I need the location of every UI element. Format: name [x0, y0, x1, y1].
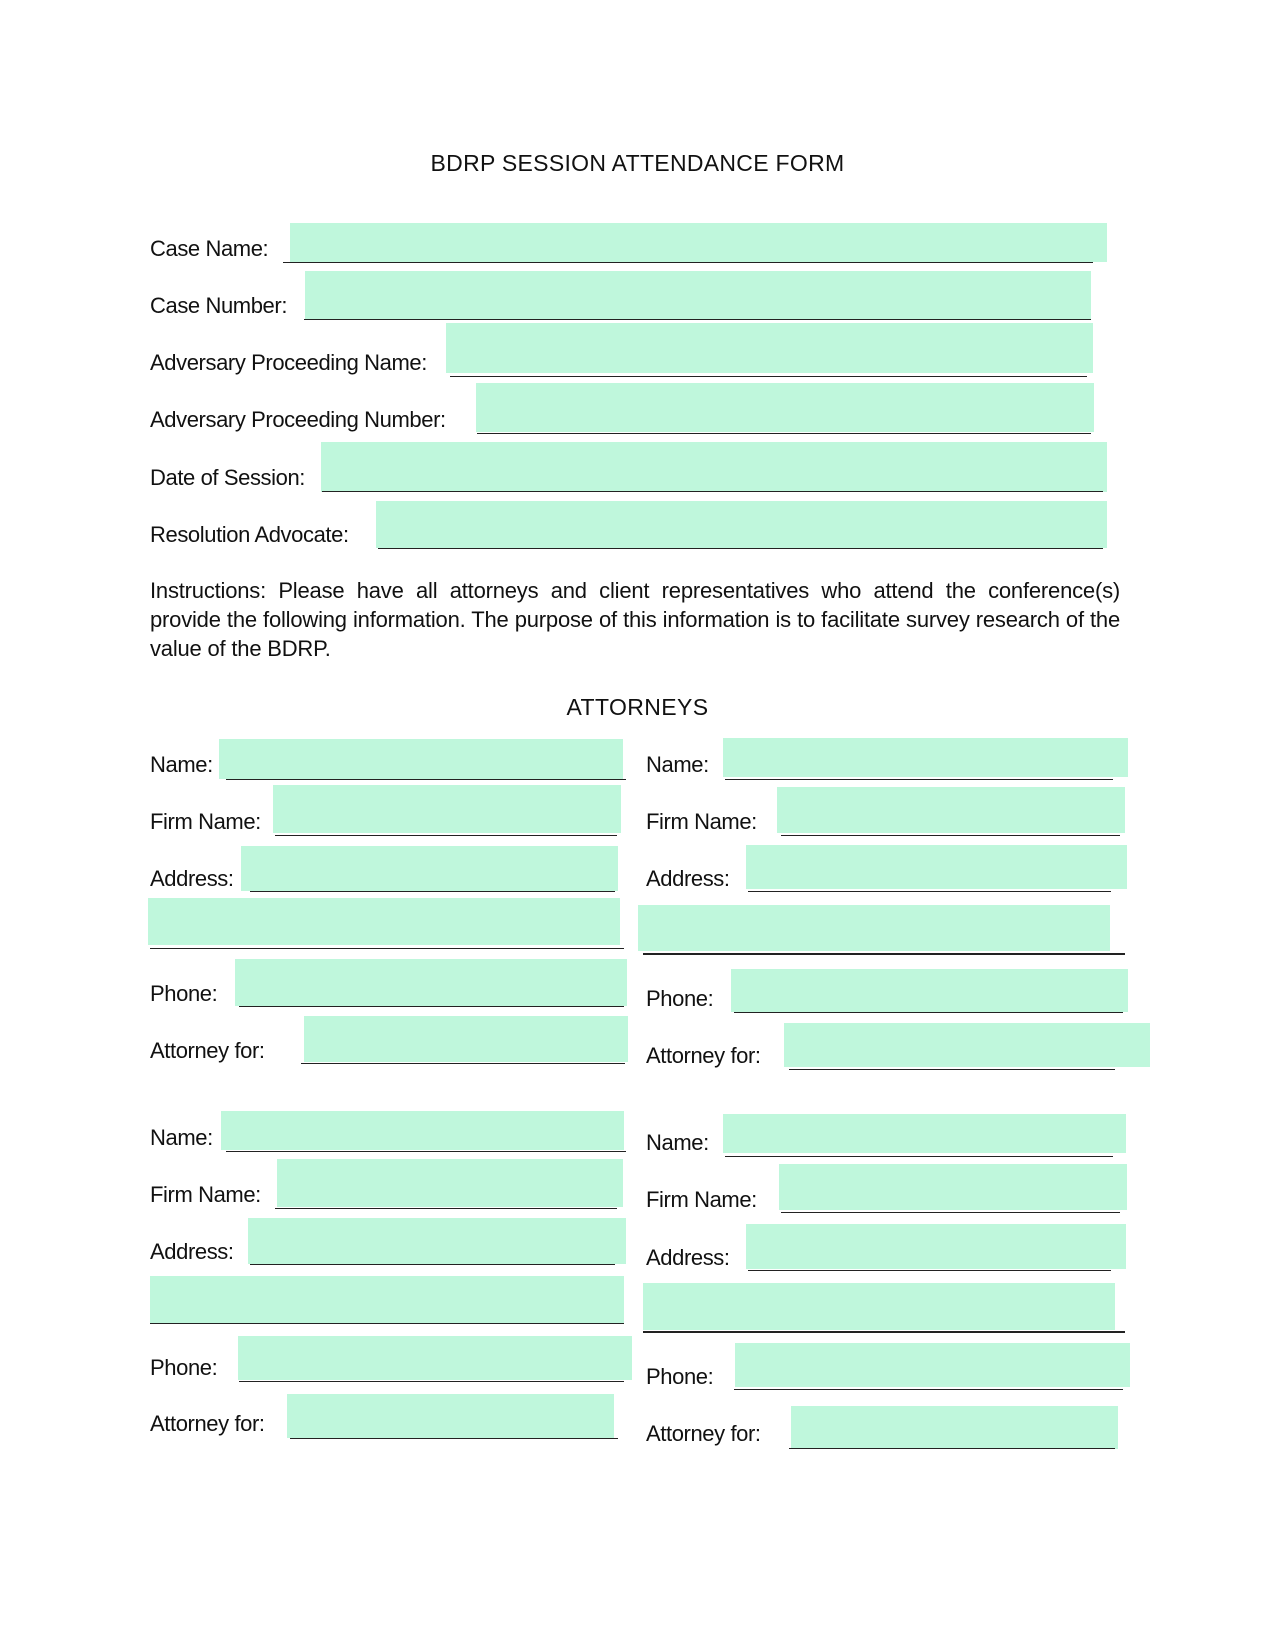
date-of-session-field[interactable]	[321, 442, 1107, 492]
instructions-text: Instructions: Please have all attorneys and client representatives who attend the conference(s) provide the following information. The purpose of this information is to facilitate survey research of the value of the BDRP.	[150, 578, 1120, 661]
adversary-proceeding-number-underline	[477, 433, 1091, 434]
attorney-3-name-label: Name:	[150, 1125, 213, 1150]
attorney-3-attorney-for-underline	[290, 1438, 618, 1439]
attorney-3-address-label: Address:	[150, 1239, 234, 1264]
adversary-proceeding-name-underline	[450, 376, 1087, 377]
form-title: BDRP SESSION ATTENDANCE FORM	[430, 150, 845, 176]
attorney-4-phone-underline	[734, 1389, 1123, 1390]
attorney-3-address-line2-field[interactable]	[150, 1276, 624, 1323]
attorney-4-attorney-for-label: Attorney for:	[646, 1421, 761, 1446]
case-name-label: Case Name:	[150, 236, 269, 261]
resolution-advocate-field[interactable]	[376, 501, 1107, 548]
date-of-session-label: Date of Session:	[150, 465, 306, 490]
attorney-2-firm-underline	[781, 835, 1120, 836]
attorney-2-name-field[interactable]	[723, 738, 1128, 777]
attorney-2-phone-label: Phone:	[646, 986, 714, 1011]
attorney-2-address-label: Address:	[646, 866, 730, 891]
attorney-3-attorney-for-field[interactable]	[287, 1394, 614, 1438]
attorney-4-phone-field[interactable]	[735, 1343, 1130, 1387]
attorney-2-phone-underline	[734, 1012, 1123, 1013]
attorney-4-attorney-for-field[interactable]	[791, 1406, 1118, 1449]
attorney-1-address-underline	[250, 891, 615, 892]
resolution-advocate-underline	[378, 548, 1103, 549]
attorneys-heading: ATTORNEYS	[566, 694, 709, 720]
attorney-1-attorney-for-label: Attorney for:	[150, 1038, 265, 1063]
attorney-2-address-underline	[748, 891, 1111, 892]
attorney-3-address-line2-underline	[150, 1323, 624, 1324]
attorney-4-name-field[interactable]	[723, 1114, 1126, 1153]
case-name-field[interactable]	[290, 223, 1107, 262]
adversary-proceeding-number-label: Adversary Proceeding Number:	[150, 407, 446, 432]
attorney-4-attorney-for-underline	[789, 1448, 1115, 1449]
attorney-3-address-field[interactable]	[248, 1218, 626, 1264]
adversary-proceeding-name-field[interactable]	[446, 323, 1093, 373]
attorney-4-address-line2-field[interactable]	[643, 1283, 1115, 1330]
attorney-1-name-label: Name:	[150, 752, 213, 777]
attorney-4-firm-field[interactable]	[779, 1164, 1127, 1210]
adversary-proceeding-number-field[interactable]	[476, 383, 1094, 432]
attorney-2-firm-field[interactable]	[777, 787, 1125, 833]
attorney-1-phone-field[interactable]	[235, 959, 627, 1006]
case-name-underline	[283, 262, 1093, 263]
attorney-1-address-field[interactable]	[241, 846, 618, 891]
attorney-2-phone-field[interactable]	[731, 969, 1128, 1012]
attorney-3-firm-label: Firm Name:	[150, 1182, 261, 1207]
attorney-4-address-line2-underline	[643, 1331, 1125, 1333]
attorney-2-address-line2-underline	[643, 953, 1125, 955]
attorney-1-firm-underline	[275, 835, 617, 836]
case-number-underline	[304, 319, 1091, 320]
attorney-2-address-field[interactable]	[746, 845, 1127, 889]
adversary-proceeding-name-label: Adversary Proceeding Name:	[150, 350, 427, 375]
attorney-4-phone-label: Phone:	[646, 1364, 714, 1389]
attorney-4-name-underline	[725, 1156, 1113, 1157]
attorney-4-name-label: Name:	[646, 1130, 709, 1155]
attorney-1-name-underline	[226, 779, 626, 780]
attorney-4-firm-underline	[781, 1212, 1120, 1213]
attorney-1-address-line2-underline	[150, 948, 624, 949]
attorney-4-address-field[interactable]	[746, 1224, 1126, 1269]
attorney-3-attorney-for-label: Attorney for:	[150, 1411, 265, 1436]
attorney-2-attorney-for-underline	[789, 1069, 1115, 1070]
attorney-1-phone-label: Phone:	[150, 981, 218, 1006]
date-of-session-underline	[322, 491, 1103, 492]
resolution-advocate-label: Resolution Advocate:	[150, 522, 349, 547]
attorney-3-address-underline	[250, 1264, 615, 1265]
attorney-3-firm-underline	[275, 1208, 617, 1209]
attorney-3-phone-field[interactable]	[238, 1336, 632, 1380]
attorney-2-address-line2-field[interactable]	[638, 905, 1110, 951]
case-number-label: Case Number:	[150, 293, 288, 318]
case-number-field[interactable]	[305, 271, 1091, 319]
attorney-1-firm-label: Firm Name:	[150, 809, 261, 834]
attorney-2-name-label: Name:	[646, 752, 709, 777]
attorney-1-phone-underline	[239, 1006, 624, 1007]
attorney-1-attorney-for-underline	[301, 1063, 625, 1064]
attorney-3-firm-field[interactable]	[277, 1159, 623, 1207]
attorney-3-name-field[interactable]	[221, 1111, 624, 1150]
attorney-3-phone-label: Phone:	[150, 1355, 218, 1380]
attorney-2-name-underline	[725, 779, 1113, 780]
attorney-4-address-underline	[748, 1270, 1111, 1271]
attorney-1-name-field[interactable]	[219, 739, 623, 779]
attorney-1-firm-field[interactable]	[273, 785, 621, 833]
attorney-2-firm-label: Firm Name:	[646, 809, 757, 834]
attorney-2-attorney-for-label: Attorney for:	[646, 1043, 761, 1068]
attorney-3-phone-underline	[239, 1381, 624, 1382]
attorney-1-address-label: Address:	[150, 866, 234, 891]
attorney-2-attorney-for-field[interactable]	[784, 1023, 1150, 1067]
attorney-4-address-label: Address:	[646, 1245, 730, 1270]
attorney-1-address-line2-field[interactable]	[148, 898, 620, 945]
attorney-4-firm-label: Firm Name:	[646, 1187, 757, 1212]
attorney-1-attorney-for-field[interactable]	[304, 1016, 628, 1062]
attorney-3-name-underline	[226, 1151, 626, 1152]
